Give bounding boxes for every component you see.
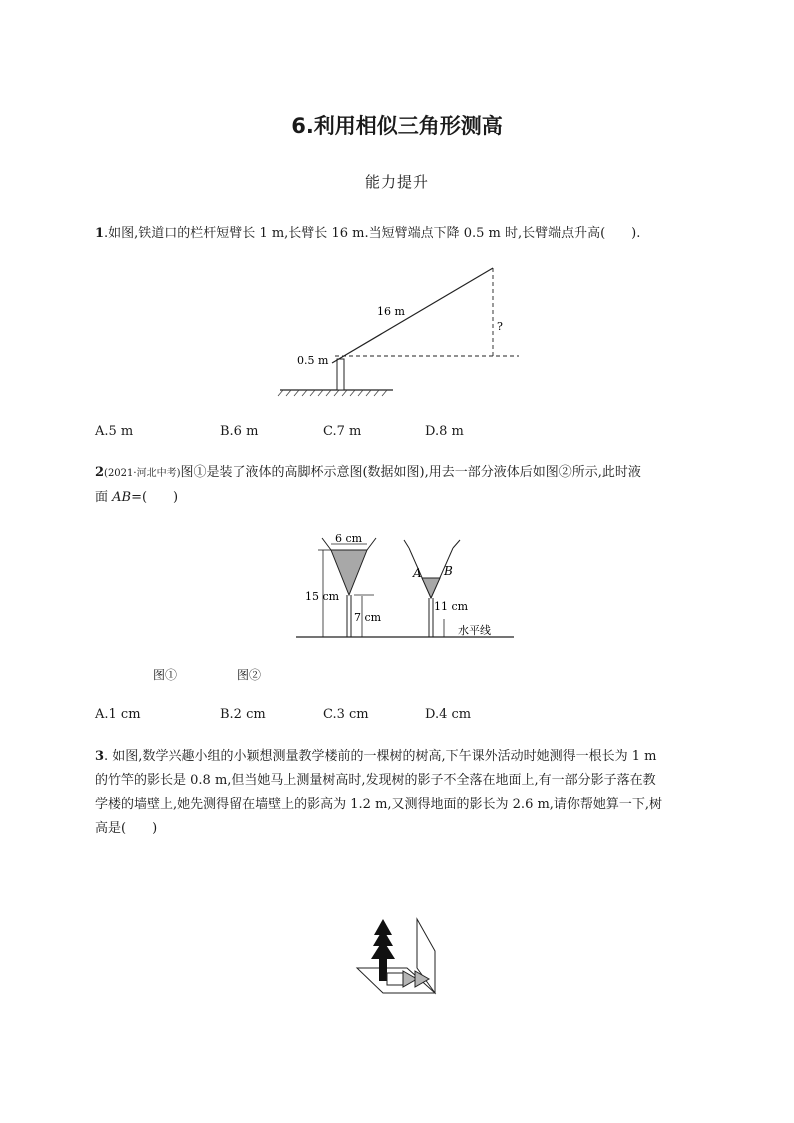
horizon-label: 水平线 [458,624,491,637]
question-text-line3: 学楼的墙壁上,她先测得留在墙壁上的影高为 1.2 m,又测得地面的影长为 2.6 m,请你帮她算一下,树 [95,797,663,812]
question-text-line1: 图①是装了液体的高脚杯示意图(数据如图),用去一部分液体后如图②所示,此时液 [180,465,641,480]
unknown-height-label: ? [497,320,503,333]
option-a: A.1 cm [95,707,141,722]
ground-hatching [278,390,387,396]
figure-2-caption: 图② [237,668,262,682]
option-c: C.3 cm [323,707,369,722]
question-text-line4: 高是( ) [95,821,158,836]
question-text-line2: 的竹竿的影长是 0.8 m,但当她马上测量树高时,发现树的影子不全落在地面上,有一部分影子落在教 [95,773,656,788]
tree-shadow-figure [355,913,440,998]
question-1 [95,222,705,246]
question-text-prefix: 面 [95,490,113,505]
barrier-post [337,359,344,390]
point-a-label: A [413,566,422,580]
goblet-figure [294,530,534,642]
question-text-line1: . 如图,数学兴趣小组的小颖想测量教学楼前的一棵树的树高,下午课外活动时她测得一根长为 1 m [104,749,657,764]
liquid-triangle-2 [422,578,440,598]
option-c: C.7 m [323,424,362,439]
option-d: D.4 cm [425,707,472,722]
long-arm-label: 16 m [377,305,405,318]
tree-crown-bottom [371,940,395,959]
short-drop-label: 0.5 m [297,354,329,367]
stem-label: 7 cm [354,611,382,624]
barrier-arm [332,268,493,363]
question-number: 2 [95,465,105,480]
segment-ab: AB [112,490,132,505]
liquid-triangle-1 [331,550,367,595]
option-b: B.6 m [220,424,259,439]
option-d: D.8 m [425,424,464,439]
question-number: 1 [95,226,105,241]
question-text: .如图,铁道口的栏杆短臂长 1 m,长臂长 16 m.当短臂端点下降 0.5 m 时,长臂端点升高( ). [104,226,641,241]
question-3 [95,745,705,841]
question-2 [95,461,705,510]
page-title: 6.利用相似三角形测高 [291,114,503,138]
option-a: A.5 m [95,424,134,439]
question-source: (2021·河北中考) [104,468,181,479]
width-label: 6 cm [335,532,363,545]
railway-barrier-figure [275,260,525,400]
tree-trunk [379,959,387,981]
stem2-label: 11 cm [434,600,469,613]
point-b-label: B [444,564,453,578]
question-number: 3 [95,749,105,764]
figure-1-caption: 图① [153,668,178,682]
height-label: 15 cm [305,590,340,603]
option-b: B.2 cm [220,707,266,722]
question-text-suffix: =( ) [131,490,179,505]
ground-shadow [387,973,403,985]
section-heading: 能力提升 [364,173,429,191]
